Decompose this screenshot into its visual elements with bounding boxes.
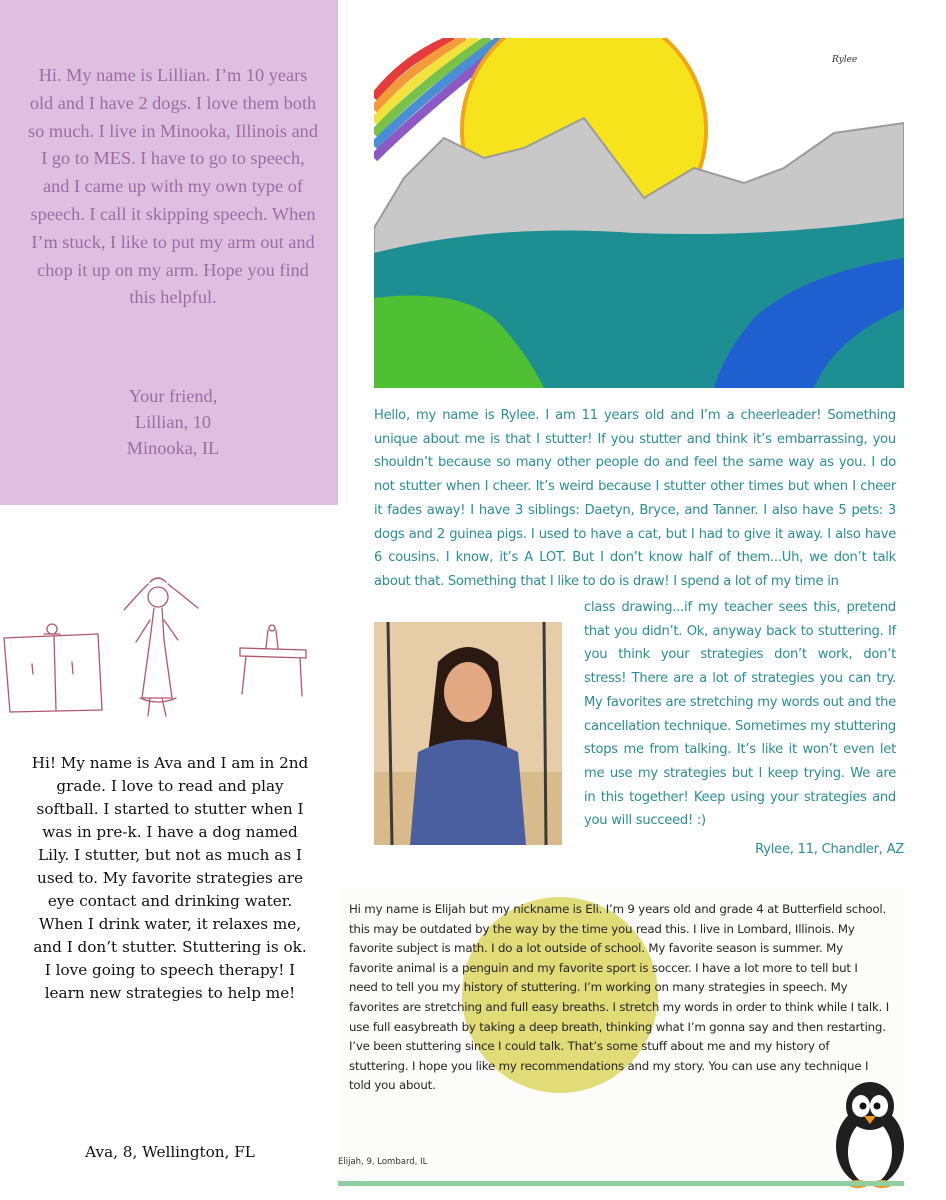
- rylee-photo: [374, 622, 562, 845]
- penguin-icon: [828, 1078, 912, 1188]
- ava-signature: Ava, 8, Wellington, FL: [85, 1143, 255, 1161]
- lillian-closing: Your friend,: [128, 386, 218, 406]
- rylee-drawing-signature: Rylee: [832, 55, 858, 65]
- rylee-landscape-drawing: [374, 38, 904, 388]
- elijah-letter-text: Hi my name is Elijah but my nickname is Eli. I’m 9 years old and grade 4 at Butterfield school. this may be outdated by the way by the time you read this. I live in Lombard, Illinois. My favorite subject is math. I do a lot outside of school. My favorite season is summer. My favorite animal is a penguin and my favorite sport is soccer. I have a lot more to tell but I need to tell you my history of stuttering. I’m working on many strategies in speech. My favorites are stretching and full easy breaths. I stretch my words in order to think while I talk. I use full easybreath by taking a deep breath, thinking what I’m gonna say and then restarting. I’ve been stuttering since I could talk. That’s some stuff about me and my history of stuttering. I hope you like my recommendations and my story. You can use any technique I told you about.: [349, 902, 889, 1093]
- elijah-signature: Elijah, 9, Lombard, IL: [338, 1157, 428, 1167]
- lillian-location: Minooka, IL: [126, 438, 220, 458]
- lillian-name-age: Lillian, 10: [134, 412, 212, 432]
- lillian-letter-text: Hi. My name is Lillian. I’m 10 years old and I have 2 dogs. I love them both so much. I live in Minooka, Illinois and I go to MES. I have to go to speech, and I came up with my own type of speech. I call it skipping speech. When I’m stuck, I like to put my arm out and chop it up on my arm. Hope you find this helpful.: [28, 65, 318, 308]
- ava-letter-text: Hi! My name is Ava and I am in 2nd grade. I love to read and play softball. I started to stutter when I was in pre-k. I have a dog named Lily. I stutter, but not as much as I used to. My favorite strategies are eye contact and drinking water. When I drink water, it relaxes me, and I don’t stutter. Stuttering is ok. I love going to speech therapy! I learn new strategies to help me!: [31, 754, 309, 1002]
- lillian-signature: [28, 383, 318, 461]
- ava-drawing: [0, 570, 320, 725]
- rylee-letter-text-top: Hello, my name is Rylee. I am 11 years old and I’m a cheerleader! Something unique about me is that I stutter! If you stutter and think it’s embarrassing, you shouldn’t because so many other people do and feel the same way as you. I do not stutter when I cheer. It’s weird because I stutter other times but when I cheer it fades away! I have 3 siblings: Daetyn, Bryce, and Tanner. I also have 5 pets: 3 dogs and 2 guinea pigs. I used to have a cat, but I had to give it away. I also have 6 cousins. I know, it’s A LOT. But I don’t know half of them...Uh, we don’t talk about that. Something that I like to do is draw! I spend a lot of my time in: [374, 408, 896, 589]
- elijah-bottom-bar: [338, 1181, 904, 1186]
- rylee-letter-text-side: class drawing...if my teacher sees this, pretend that you didn’t. Ok, anyway back to stuttering. If you think your strategies don’t work, don’t stress! There are a lot of strategies you can try. My favorites are stretching my words out and the cancellation technique. Sometimes my stuttering stops me from talking. It’s like it won’t even let me use my strategies but I keep trying. We are in this together! Keep using your strategies and you will succeed! :): [584, 600, 897, 829]
- rylee-signature: Rylee, 11, Chandler, AZ: [755, 842, 904, 857]
